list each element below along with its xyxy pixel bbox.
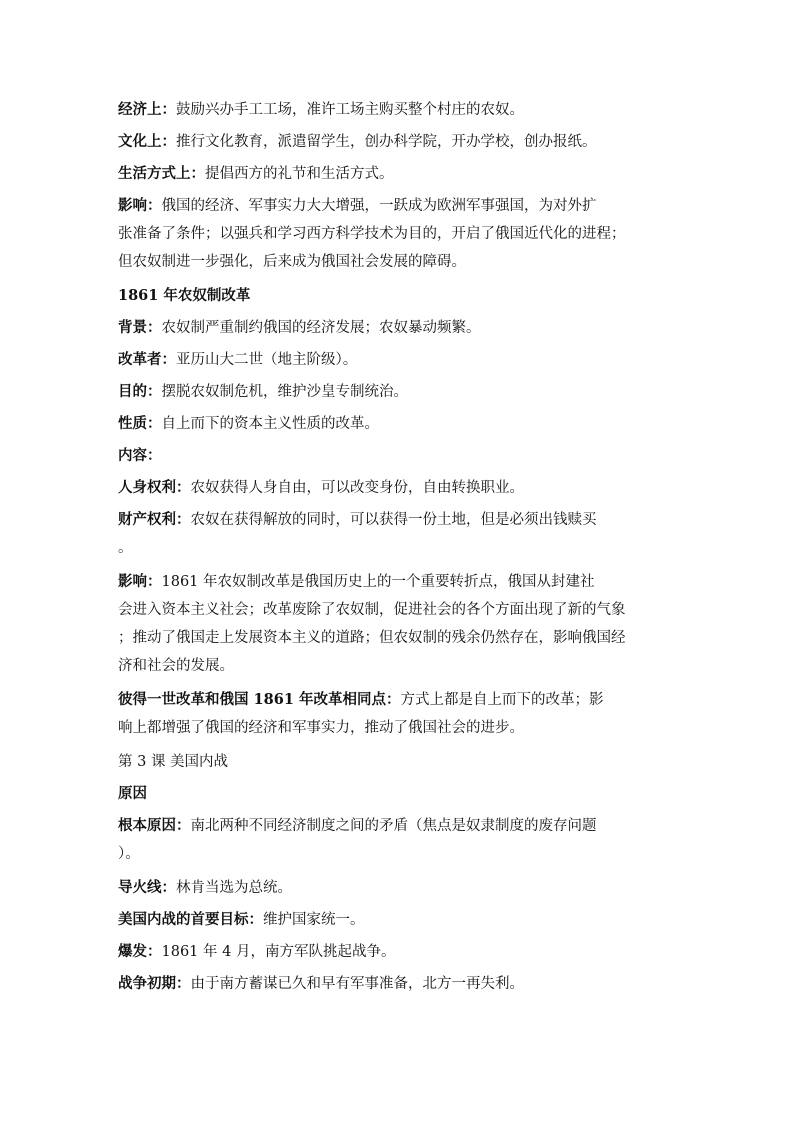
paragraph-impact-1861-line2 <box>118 596 678 624</box>
label-similarities: 彼得一世改革和俄国 1861 年改革相同点： <box>118 691 401 708</box>
text-impact-1861-4: 济和社会的发展。 <box>118 658 234 674</box>
paragraph-culture <box>118 128 678 156</box>
label-culture: 文化上： <box>118 133 176 150</box>
paragraph-personal-rights <box>118 474 678 502</box>
label-root-cause: 根本原因： <box>118 817 191 834</box>
paragraph-similarities-line1 <box>118 686 678 714</box>
label-property-rights: 财产权利： <box>118 511 191 528</box>
paragraph-root-cause-line1 <box>118 812 678 840</box>
text-similarities-2: 响上都增强了俄国的经济和军事实力，推动了俄国社会的进步。 <box>118 720 524 736</box>
label-impact-peter: 影响： <box>118 197 162 214</box>
text-nature: 自上而下的资本主义性质的改革。 <box>161 416 379 432</box>
text-impact-peter-2: 张准备了条件；以强兵和学习西方科学技术为目的，开启了俄国近代化的进程； <box>118 226 626 242</box>
text-lifestyle: 提倡西方的礼节和生活方式。 <box>205 166 394 182</box>
label-purpose: 目的： <box>118 383 162 400</box>
heading-causes <box>118 780 678 808</box>
text-purpose: 摆脱农奴制危机，维护沙皇专制统治。 <box>161 384 408 400</box>
text-root-cause-2: ）。 <box>118 846 140 862</box>
text-background: 农奴制严重制约俄国的经济发展；农奴暴动频繁。 <box>161 320 481 336</box>
text-impact-1861-3: ；推动了俄国走上发展资本主义的道路；但农奴制的残余仍然存在，影响俄国经 <box>118 630 626 646</box>
label-outbreak: 爆发： <box>118 943 162 960</box>
text-outbreak: 1861 年 4 月，南方军队挑起战争。 <box>161 944 396 960</box>
text-primary-goal: 维护国家统一。 <box>263 912 365 928</box>
text-impact-peter-1: 俄国的经济、军事实力大大增强，一跃成为欧洲军事强国，为对外扩 <box>161 198 597 214</box>
text-culture: 推行文化教育，派遣留学生，创办科学院，开办学校，创办报纸。 <box>176 134 597 150</box>
paragraph-impact-1861-line3 <box>118 624 678 652</box>
paragraph-nature <box>118 410 678 438</box>
paragraph-reformer <box>118 346 678 374</box>
label-content: 内容： <box>118 447 162 464</box>
label-impact-1861: 影响： <box>118 573 162 590</box>
heading-causes-text: 原因 <box>118 785 147 802</box>
heading-lesson-3 <box>118 748 678 776</box>
paragraph-content-heading <box>118 442 678 470</box>
label-personal-rights: 人身权利： <box>118 479 191 496</box>
paragraph-property-rights-line1 <box>118 506 678 534</box>
paragraph-economy <box>118 96 678 124</box>
paragraph-outbreak <box>118 938 678 966</box>
label-economy: 经济上： <box>118 101 176 118</box>
paragraph-purpose <box>118 378 678 406</box>
heading-1861-reform-text: 1861 年农奴制改革 <box>118 287 251 304</box>
heading-1861-reform <box>118 282 678 310</box>
paragraph-impact-peter-line3 <box>118 248 678 276</box>
paragraph-early-war <box>118 970 678 998</box>
paragraph-similarities-line2 <box>118 714 678 742</box>
paragraph-lifestyle <box>118 160 678 188</box>
text-similarities-1: 方式上都是自上而下的改革；影 <box>400 692 604 708</box>
label-primary-goal: 美国内战的首要目标： <box>118 911 263 928</box>
label-reformer: 改革者： <box>118 351 176 368</box>
paragraph-property-rights-line2 <box>118 534 678 562</box>
paragraph-impact-1861-line4 <box>118 652 678 680</box>
text-impact-1861-1: 1861 年农奴制改革是俄国历史上的一个重要转折点，俄国从封建社 <box>161 574 595 590</box>
paragraph-root-cause-line2 <box>118 840 678 868</box>
paragraph-primary-goal <box>118 906 678 934</box>
text-trigger: 林肯当选为总统。 <box>176 880 292 896</box>
text-root-cause-1: 南北两种不同经济制度之间的矛盾（焦点是奴隶制度的废存问题 <box>190 818 597 834</box>
label-background: 背景： <box>118 319 162 336</box>
label-nature: 性质： <box>118 415 162 432</box>
text-impact-1861-2: 会进入资本主义社会；改革废除了农奴制，促进社会的各个方面出现了新的气象 <box>118 602 626 618</box>
text-early-war: 由于南方蓄谋已久和早有军事准备，北方一再失利。 <box>190 976 524 992</box>
text-economy: 鼓励兴办手工工场，准许工场主购买整个村庄的农奴。 <box>176 102 524 118</box>
paragraph-impact-peter-line2 <box>118 220 678 248</box>
text-impact-peter-3: 但农奴制进一步强化，后来成为俄国社会发展的障碍。 <box>118 254 466 270</box>
text-reformer: 亚历山大二世（地主阶级）。 <box>176 352 358 368</box>
paragraph-background <box>118 314 678 342</box>
paragraph-impact-1861-line1 <box>118 568 678 596</box>
text-personal-rights: 农奴获得人身自由，可以改变身份，自由转换职业。 <box>190 480 524 496</box>
label-lifestyle: 生活方式上： <box>118 165 205 182</box>
paragraph-trigger <box>118 874 678 902</box>
label-trigger: 导火线： <box>118 879 176 896</box>
text-property-rights-1: 农奴在获得解放的同时，可以获得一份土地，但是必须出钱赎买 <box>190 512 597 528</box>
text-property-rights-2: 。 <box>118 540 133 556</box>
label-early-war: 战争初期： <box>118 975 191 992</box>
heading-lesson-3-text: 第 3 课 美国内战 <box>118 754 229 770</box>
paragraph-impact-peter-line1 <box>118 192 678 220</box>
